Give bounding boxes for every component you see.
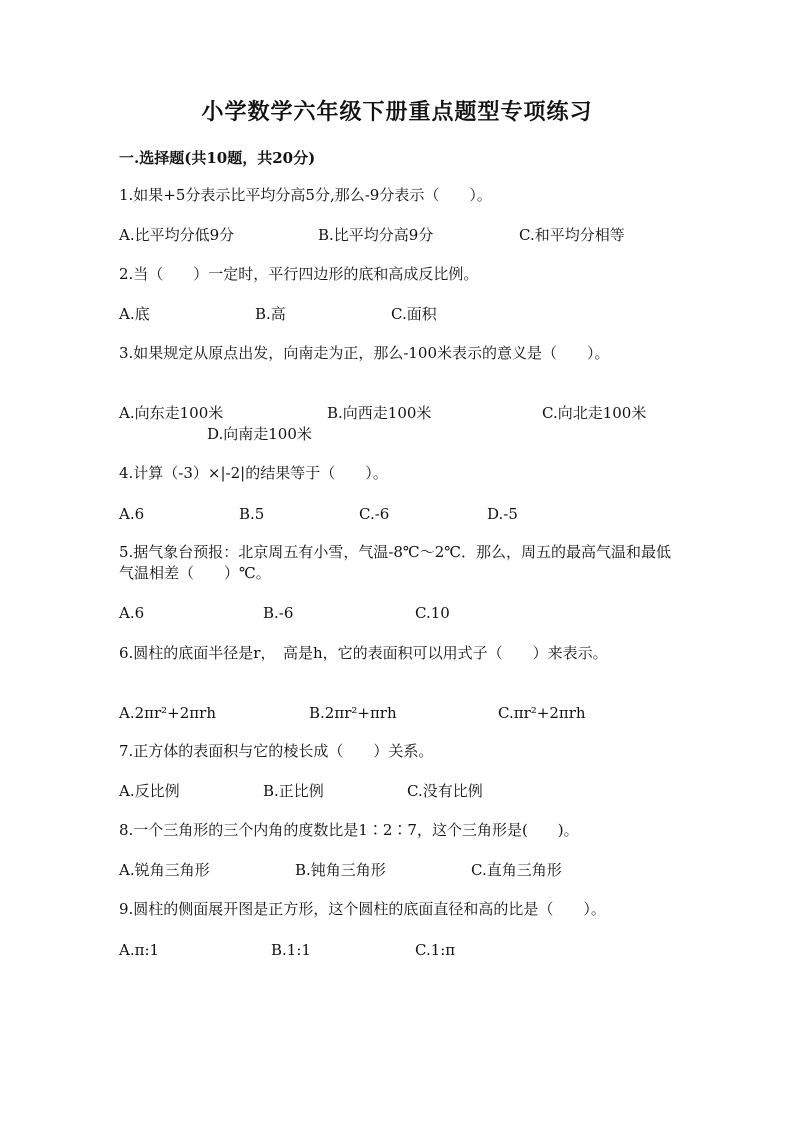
question-6: 6.圆柱的底面半径是r， 高是h，它的表面积可以用式子（ ）来表示。 <box>119 644 608 662</box>
q1-option-a: A.比平均分低9分 <box>119 226 235 244</box>
q7-option-b: B.正比例 <box>263 782 324 800</box>
section-heading: 一.选择题(共10题，共20分) <box>119 149 316 167</box>
question-1: 1.如果+5分表示比平均分高5分,那么-9分表示（ ）。 <box>119 186 492 204</box>
question-3: 3.如果规定从原点出发，向南走为正，那么-100米表示的意义是（ ）。 <box>119 344 610 362</box>
page-title: 小学数学六年级下册重点题型专项练习 <box>201 99 593 125</box>
q7-option-a: A.反比例 <box>119 782 180 800</box>
q3-option-c: C.向北走100米 <box>542 404 647 422</box>
q5-option-a: A.6 <box>119 604 145 622</box>
question-9: 9.圆柱的侧面展开图是正方形，这个圆柱的底面直径和高的比是（ ）。 <box>119 900 606 918</box>
q1-option-b: B.比平均分高9分 <box>318 226 434 244</box>
q7-option-c: C.没有比例 <box>407 782 483 800</box>
q2-option-c: C.面积 <box>391 305 437 323</box>
q6-option-b: B.2πr²+πrh <box>309 704 397 722</box>
q8-option-b: B.钝角三角形 <box>295 861 386 879</box>
q9-option-a: A.π:1 <box>119 941 160 959</box>
question-5: 5.据气象台预报：北京周五有小雪，气温-8℃～2℃．那么，周五的最高气温和最低气温相差（ ）℃。 <box>119 543 672 582</box>
q8-option-c: C.直角三角形 <box>471 861 562 879</box>
q5-option-b: B.-6 <box>263 604 294 622</box>
q1-option-c: C.和平均分相等 <box>519 226 625 244</box>
q2-option-b: B.高 <box>255 305 286 323</box>
q9-option-c: C.1:π <box>415 941 456 959</box>
q3-option-b: B.向西走100米 <box>327 404 432 422</box>
q4-option-c: C.-6 <box>359 505 390 523</box>
question-2: 2.当（ ）一定时，平行四边形的底和高成反比例。 <box>119 265 479 283</box>
q6-option-c: C.πr²+2πrh <box>498 704 586 722</box>
q4-option-b: B.5 <box>239 505 265 523</box>
q4-option-a: A.6 <box>119 505 145 523</box>
q5-option-c: C.10 <box>415 604 450 622</box>
q9-option-b: B.1:1 <box>271 941 311 959</box>
question-4: 4.计算（-3）×|-2|的结果等于（ ）。 <box>119 464 388 482</box>
q3-option-a: A.向东走100米 <box>119 404 224 422</box>
question-8: 8.一个三角形的三个内角的度数比是1∶2∶7，这个三角形是( )。 <box>119 821 579 839</box>
q3-option-d: D.向南走100米 <box>207 425 312 443</box>
q2-option-a: A.底 <box>119 305 150 323</box>
q8-option-a: A.锐角三角形 <box>119 861 210 879</box>
q6-option-a: A.2πr²+2πrh <box>119 704 216 722</box>
question-7: 7.正方体的表面积与它的棱长成（ ）关系。 <box>119 742 434 760</box>
q4-option-d: D.-5 <box>487 505 518 523</box>
